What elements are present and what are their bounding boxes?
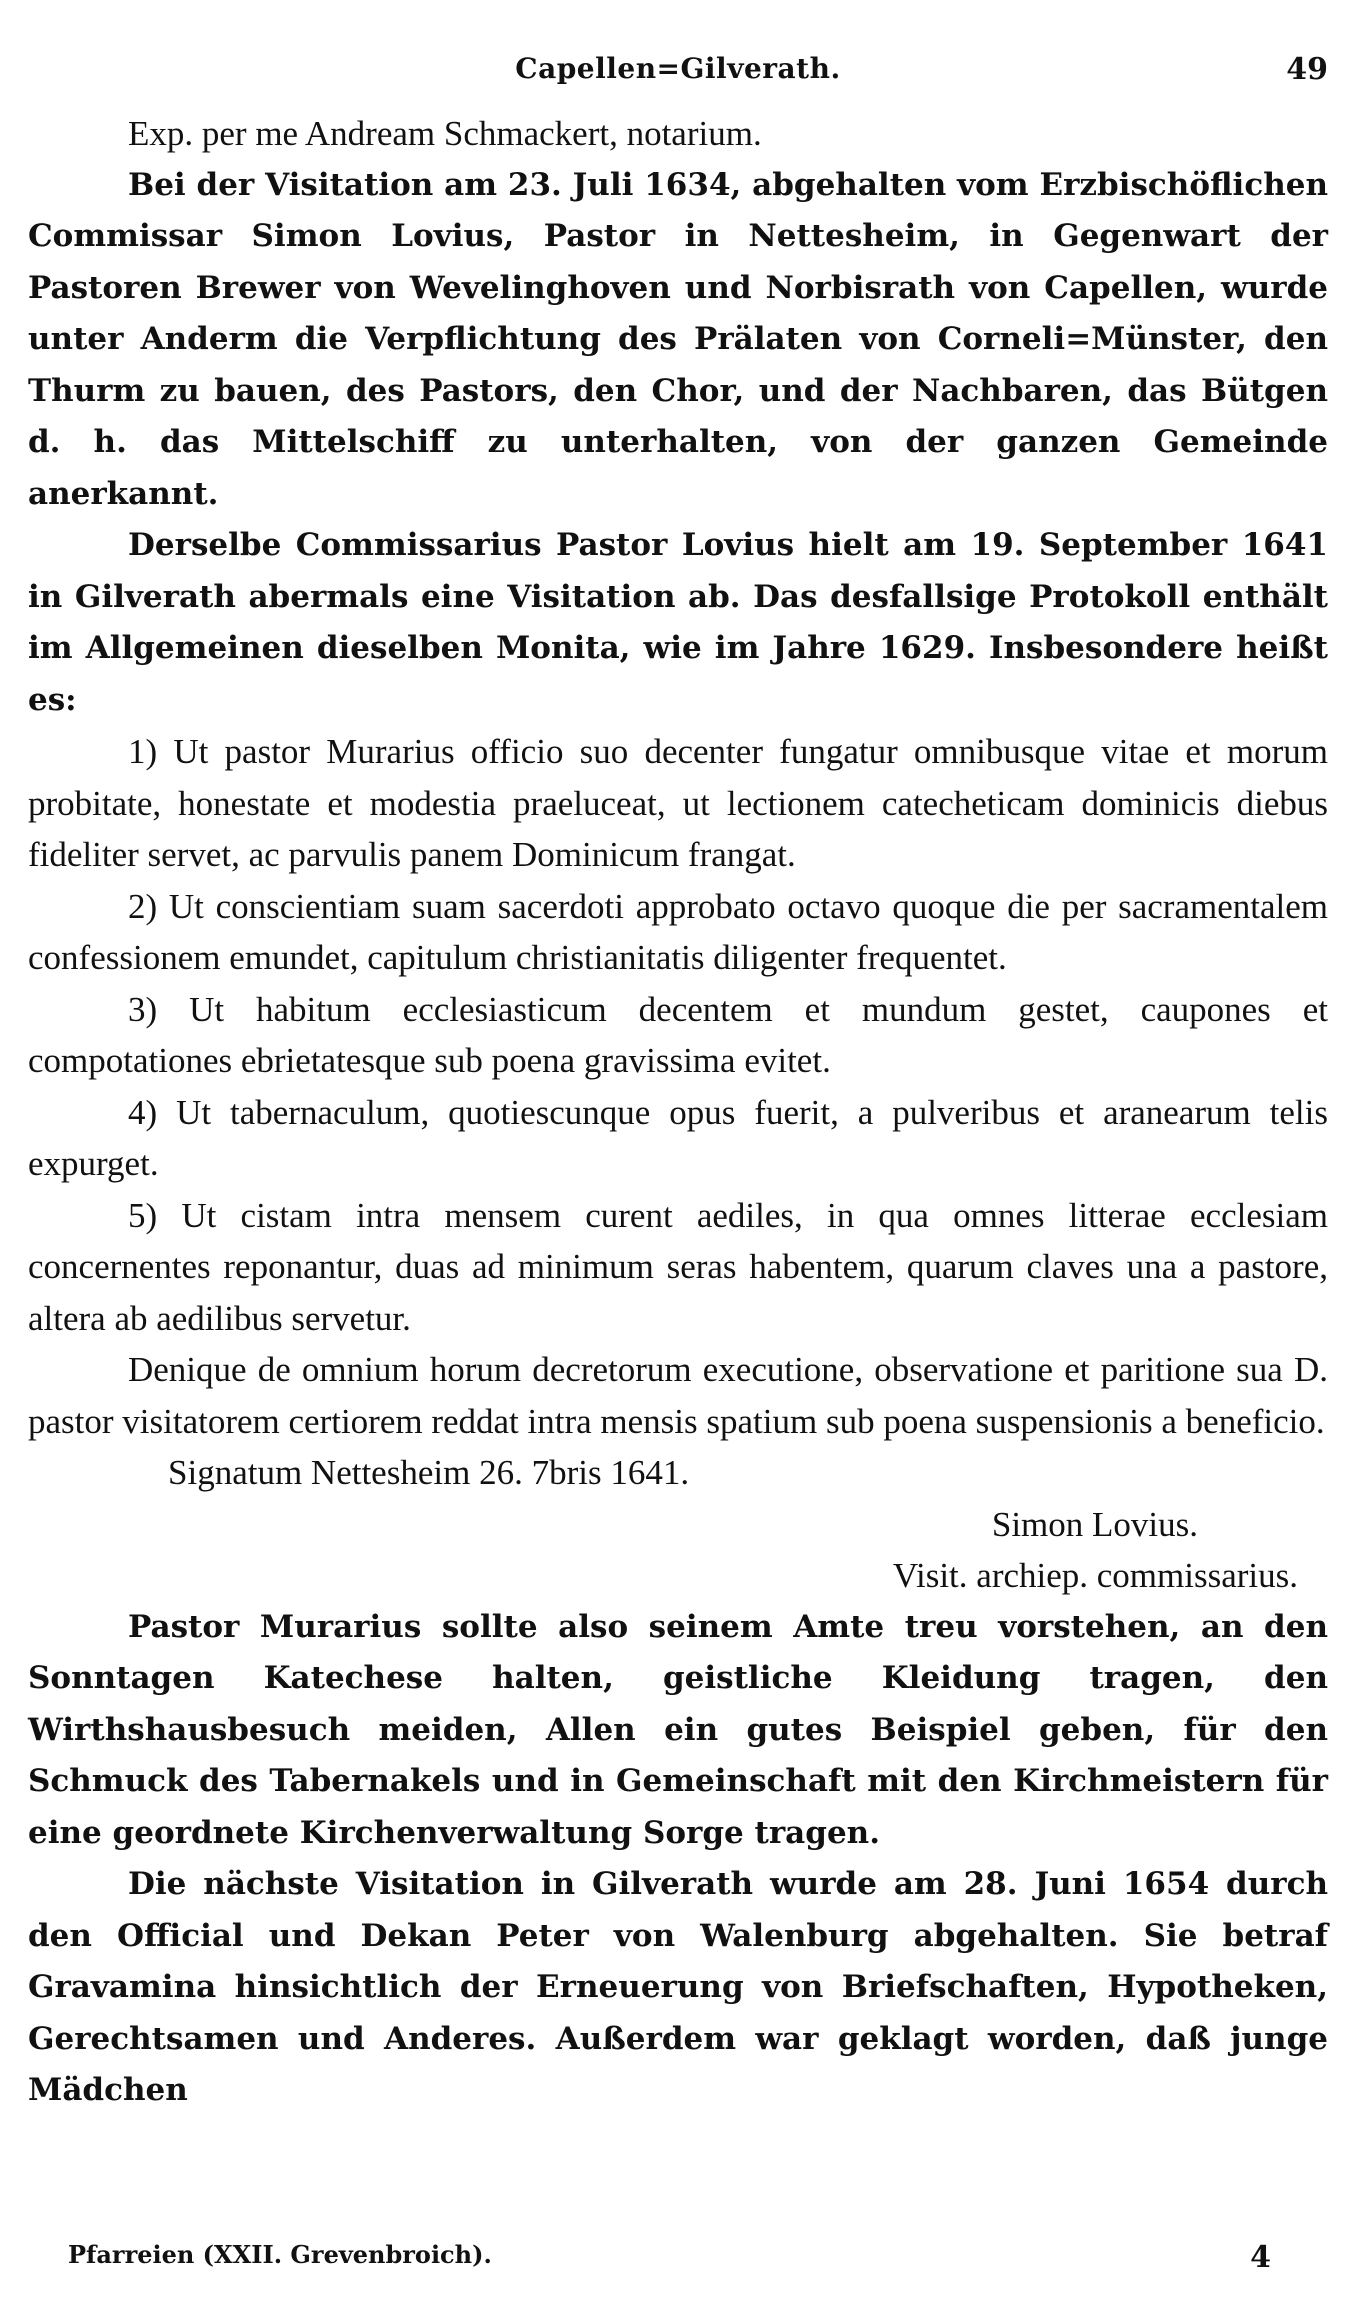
book-page [28,52,1328,2117]
decree-item: 5) Ut cistam intra mensem curent aediles, in qua omnes litterae ecclesiam concernentes reponantur, duas ad minimum seras habentem, quarum claves una a pastore, altera ab aedilibus servetur. [28,1195,1328,1338]
page-footer [28,2240,1321,2280]
sheet-number: 4 [1250,2240,1271,2275]
paragraph: Bei der Visitation am 23. Juli 1634, abgehalten vom Erzbischöflichen Commissar Simon Lovius, Pastor in Nettesheim, in Gegenwart der Pastoren Brewer von Wevelinghoven und Norbisrath von Capellen, wurde unter Anderm die Verpflichtung des Prälaten von Corneli=Münster, den Thurm zu bauen, des Pastors, den Chor, und der Nachbaren, das Bütgen d. h. das Mittelschiff zu unterhalten, von der ganzen Gemeinde anerkannt. [28,166,1328,512]
page-number: 49 [1286,52,1328,87]
signature-place-date: Signatum Nettesheim 26. 7bris 1641. [168,1453,690,1492]
page-header [28,52,1328,108]
paragraph: Exp. per me Andream Schmackert, notarium. [128,114,762,153]
decree-item: 4) Ut tabernaculum, quotiescunque opus fuerit, a pulveribus et aranearum telis expurget. [28,1092,1328,1183]
paragraph: Pastor Murarius sollte also seinem Amte treu vorstehen, an den Sonntagen Katechese halten, geistliche Kleidung tragen, den Wirthshausbesuch meiden, Allen ein gutes Beispiel geben, für den Schmuck des Tabernakels und in Gemeinschaft mit den Kirchmeistern für eine geordnete Kirchenverwaltung Sorge tragen. [28,1608,1328,1851]
signatory-title: Visit. archiep. commissarius. [892,1556,1298,1595]
decree-item: 3) Ut habitum ecclesiasticum decentem et mundum gestet, caupones et compotationes ebrietatesque sub poena gravissima evitet. [28,989,1328,1080]
footer-signature: Pfarreien (XXII. Grevenbroich). [68,2240,492,2269]
paragraph: Derselbe Commissarius Pastor Lovius hielt am 19. September 1641 in Gilverath abermals eine Visitation ab. Das desfallsige Protokoll enthält im Allgemeinen dieselben Monita, wie im Jahre 1629. Insbesondere heißt es: [28,527,1328,718]
decree-item: 2) Ut conscientiam suam sacerdoti approbato octavo quoque die per sacramentalem confessionem emundet, capitulum christianitatis diligenter frequentet. [28,886,1328,977]
body-text [28,108,1328,2117]
running-title: Capellen=Gilverath. [515,52,841,85]
decree-item: 1) Ut pastor Murarius officio suo decenter fungatur omnibusque vitae et morum probitate, honestate et modestia praeluceat, ut lectionem catecheticam dominicis diebus fideliter servet, ac parvulis panem Dominicum frangat. [28,732,1328,874]
paragraph: Denique de omnium horum decretorum executione, observatione et paritione sua D. pastor visitatorem certiorem reddat intra mensis spatium sub poena suspensionis a beneficio. [28,1350,1328,1441]
signatory-name: Simon Lovius. [991,1504,1198,1544]
paragraph: Die nächste Visitation in Gilverath wurde am 28. Juni 1654 durch den Official und Dekan Peter von Walenburg abgehalten. Sie betraf Gravamina hinsichtlich der Erneuerung von Briefschaften, Hypotheken, Gerechtsamen und Anderes. Außerdem war geklagt worden, daß junge Mädchen [28,1866,1328,2108]
